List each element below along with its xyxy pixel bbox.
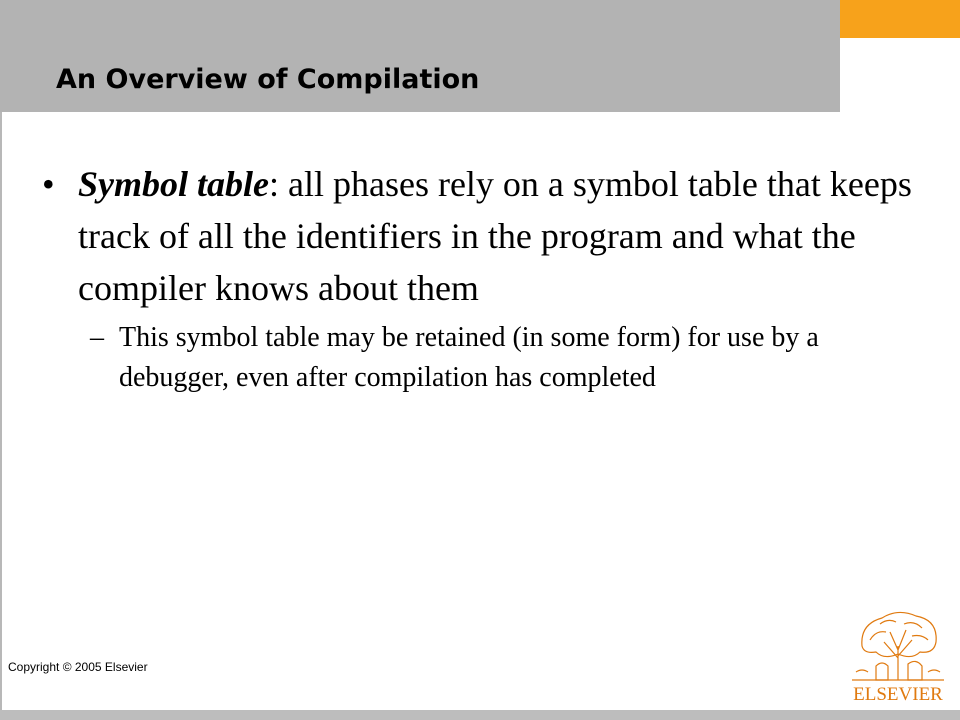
slide-title: An Overview of Compilation (56, 64, 480, 95)
copyright-text: Copyright © 2005 Elsevier (8, 660, 148, 674)
bullet-marker: • (42, 164, 55, 204)
bullet-term: Symbol table (78, 164, 269, 204)
accent-block (840, 0, 960, 38)
elsevier-wordmark: ELSEVIER (853, 684, 943, 705)
elsevier-tree-icon (842, 606, 954, 684)
title-band (0, 0, 840, 112)
sub-bullet-marker: – (90, 322, 104, 353)
footer-bar (0, 710, 960, 720)
elsevier-logo (842, 606, 954, 710)
bullet-text (78, 158, 942, 314)
sub-bullet-text: This symbol table may be retained (in some form) for use by a debugger, even after compilation has completed (119, 322, 819, 393)
bullet-body: : all phases rely on a symbol table that keeps track of all the identifiers in the program and what the compiler knows about them (78, 164, 912, 308)
